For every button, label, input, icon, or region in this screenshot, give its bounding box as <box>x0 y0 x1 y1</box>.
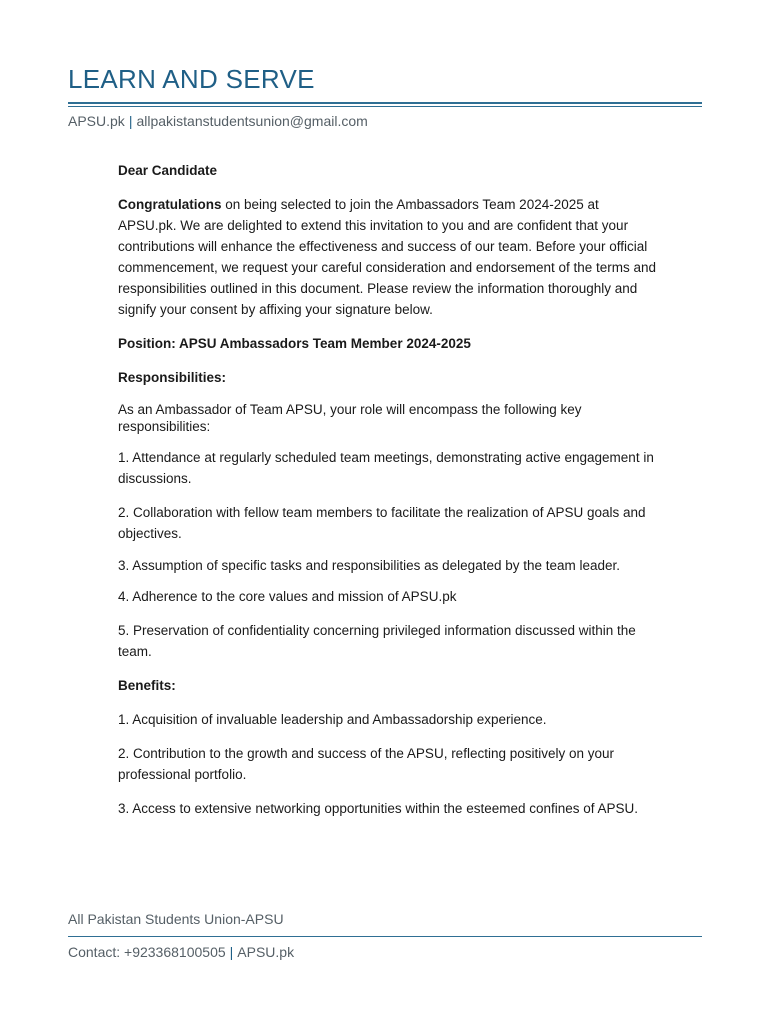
intro-lead: Congratulations <box>118 197 222 212</box>
footer-org-name: All Pakistan Students Union-APSU <box>68 911 284 927</box>
page-title: LEARN AND SERVE <box>68 64 315 94</box>
list-item: 3. Access to extensive networking opportunities within the esteemed confines of APSU. <box>118 801 639 816</box>
footer-separator: | <box>229 944 234 960</box>
list-item: 1. Acquisition of invaluable leadership and Ambassadorship experience. <box>118 712 547 727</box>
footer-contact-line <box>68 944 294 960</box>
intro-text: on being selected to join the Ambassadors Team 2024-2025 at APSU.pk. We are delighted to extend this invitation to you and are confident that your contributions will enhance the effectiveness and success of our team. Before your official commencement, we request your careful consideration and endorsement of the terms and responsibilities outlined in this document. Please review the information thoroughly and signify your consent by affixing your signature below. <box>118 197 657 317</box>
list-item: 1. Attendance at regularly scheduled team meetings, demonstrating active engagement in discussions. <box>118 450 654 486</box>
header-separator: | <box>128 113 133 129</box>
list-item: 2. Collaboration with fellow team members to facilitate the realization of APSU goals and objectives. <box>118 505 646 541</box>
list-item: 4. Adherence to the core values and mission of APSU.pk <box>118 589 457 604</box>
list-item: 3. Assumption of specific tasks and responsibilities as delegated by the team leader. <box>118 558 621 573</box>
list-item: 2. Contribution to the growth and success of the APSU, reflecting positively on your professional portfolio. <box>118 746 615 782</box>
header-site-link[interactable]: APSU.pk <box>68 113 125 129</box>
benefits-heading: Benefits: <box>118 678 176 693</box>
footer-site-link[interactable]: APSU.pk <box>237 944 295 960</box>
footer-phone: Contact: +923368100505 <box>68 944 226 960</box>
greeting: Dear Candidate <box>118 163 218 178</box>
footer-divider <box>68 936 702 937</box>
header-email-link[interactable]: allpakistanstudentsunion@gmail.com <box>136 113 368 129</box>
responsibilities-heading: Responsibilities: <box>118 370 227 385</box>
intro-paragraph <box>118 194 658 320</box>
header-divider <box>68 102 702 107</box>
list-item: 5. Preservation of confidentiality concerning privileged information discussed within the team. <box>118 623 636 659</box>
letter-body <box>118 160 658 819</box>
responsibilities-intro: As an Ambassador of Team APSU, your role will encompass the following key responsibilities: <box>118 402 582 434</box>
header-contact-line <box>68 113 368 129</box>
position-heading: Position: APSU Ambassadors Team Member 2024-2025 <box>118 336 471 351</box>
